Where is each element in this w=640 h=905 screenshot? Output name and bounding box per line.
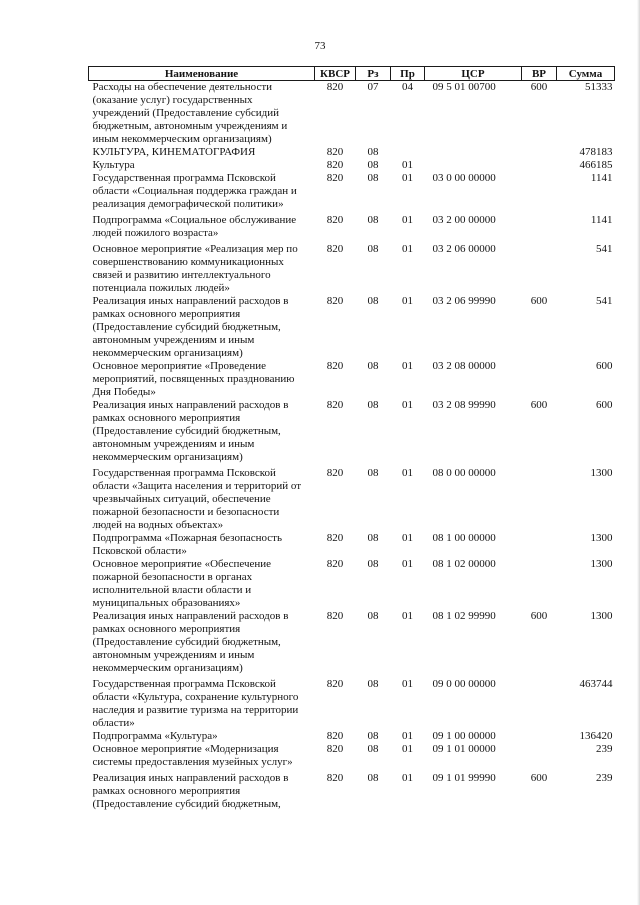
row-vr: 600 — [530, 295, 548, 307]
header-kvsr: КВСР — [315, 67, 356, 81]
row-sum: 1141 — [590, 214, 613, 226]
row-vr — [522, 464, 557, 532]
row-rz: 08 — [367, 243, 379, 255]
row-vr — [522, 240, 557, 295]
row-vr: 600 — [530, 399, 548, 411]
row-kvsr: 820 — [326, 159, 344, 171]
row-csr — [425, 146, 522, 159]
row-pr: 01 — [402, 772, 413, 784]
row-vr — [522, 211, 557, 240]
row-sum: 541 — [596, 243, 613, 255]
row-rz: 08 — [367, 295, 379, 307]
row-csr: 08 1 02 99990 — [432, 610, 496, 622]
row-pr: 01 — [402, 159, 413, 171]
row-name: Основное мероприятие «Обеспечение пожарной безопасности в органах исполнительной власти области и муниципальных образованиях» — [92, 558, 272, 609]
row-sum: 541 — [596, 295, 613, 307]
row-pr: 01 — [402, 558, 413, 570]
row-kvsr: 820 — [326, 295, 344, 307]
row-csr: 03 2 08 00000 — [432, 360, 496, 372]
row-csr: 03 2 08 99990 — [432, 399, 496, 411]
row-kvsr: 820 — [326, 243, 344, 255]
row-name: Расходы на обеспечение деятельности (оказание услуг) государственных учреждений (Предоставление субсидий бюджетным, автономным учреждениям и иным некоммерческим организациям) — [92, 81, 288, 145]
row-kvsr: 820 — [326, 678, 344, 690]
table-row — [89, 240, 615, 295]
row-csr — [425, 159, 522, 172]
row-vr — [522, 675, 557, 730]
row-sum: 239 — [596, 772, 613, 784]
row-name: Культура — [92, 159, 135, 171]
row-rz: 08 — [367, 214, 379, 226]
header-rz: Рз — [356, 67, 391, 81]
table-row — [89, 159, 615, 172]
row-rz: 08 — [367, 467, 379, 479]
row-rz: 08 — [367, 399, 379, 411]
row-csr: 09 1 01 99990 — [432, 772, 496, 784]
row-sum: 1300 — [590, 467, 613, 479]
table-row — [89, 81, 615, 147]
row-sum: 600 — [596, 399, 613, 411]
header-vr: ВР — [522, 67, 557, 81]
row-name: КУЛЬТУРА, КИНЕМАТОГРАФИЯ — [92, 146, 256, 158]
row-pr: 01 — [402, 467, 413, 479]
row-kvsr: 820 — [326, 214, 344, 226]
row-sum: 1300 — [590, 532, 613, 544]
table-header-row — [89, 67, 615, 81]
row-vr — [522, 146, 557, 159]
row-rz: 08 — [367, 743, 379, 755]
row-csr: 08 1 02 00000 — [432, 558, 496, 570]
row-sum: 1141 — [590, 172, 613, 184]
row-csr: 09 1 01 00000 — [432, 743, 496, 755]
table-row — [89, 743, 615, 769]
row-rz: 08 — [367, 678, 379, 690]
row-kvsr: 820 — [326, 81, 344, 93]
row-name: Государственная программа Псковской области «Культура, сохранение культурного наследия и развитие туризма на территории области» — [92, 678, 299, 729]
row-kvsr: 820 — [326, 172, 344, 184]
row-vr: 600 — [530, 772, 548, 784]
row-name: Государственная программа Псковской области «Защита населения и территорий от чрезвычайных ситуаций, обеспечение пожарной безопасности и безопасности людей на водных объектах» — [92, 467, 302, 531]
row-pr — [391, 146, 425, 159]
row-sum: 478183 — [579, 146, 613, 158]
header-name: Наименование — [89, 67, 315, 81]
row-sum: 136420 — [579, 730, 613, 742]
row-csr: 08 1 00 00000 — [432, 532, 496, 544]
row-csr: 03 0 00 00000 — [432, 172, 496, 184]
row-sum: 1300 — [590, 558, 613, 570]
row-vr — [522, 730, 557, 743]
row-kvsr: 820 — [326, 772, 344, 784]
row-name: Реализация иных направлений расходов в рамках основного мероприятия (Предоставление субсидий бюджетным, — [92, 772, 289, 810]
row-vr — [522, 172, 557, 211]
row-pr: 01 — [402, 743, 413, 755]
table-row — [89, 211, 615, 240]
row-rz: 08 — [367, 172, 379, 184]
row-pr: 01 — [402, 214, 413, 226]
row-kvsr: 820 — [326, 467, 344, 479]
row-vr — [522, 558, 557, 610]
table-row — [89, 769, 615, 811]
row-kvsr: 820 — [326, 399, 344, 411]
budget-table — [88, 66, 615, 811]
row-sum: 463744 — [579, 678, 613, 690]
row-vr: 600 — [530, 610, 548, 622]
row-csr: 03 2 00 00000 — [432, 214, 496, 226]
row-kvsr: 820 — [326, 730, 344, 742]
row-sum: 1300 — [590, 610, 613, 622]
row-kvsr: 820 — [326, 532, 344, 544]
row-kvsr: 820 — [326, 610, 344, 622]
table-row — [89, 172, 615, 211]
row-csr: 03 2 06 99990 — [432, 295, 496, 307]
table-row — [89, 610, 615, 675]
row-sum: 466185 — [579, 159, 613, 171]
row-vr — [522, 532, 557, 558]
row-pr: 04 — [402, 81, 413, 93]
row-name: Подпрограмма «Социальное обслуживание людей пожилого возраста» — [92, 214, 297, 239]
row-pr: 01 — [402, 295, 413, 307]
row-csr: 09 0 00 00000 — [432, 678, 496, 690]
row-csr: 09 5 01 00700 — [432, 81, 496, 93]
row-vr: 600 — [530, 81, 548, 93]
row-rz: 08 — [367, 610, 379, 622]
row-rz: 08 — [367, 558, 379, 570]
header-sum: Сумма — [557, 67, 615, 81]
row-pr: 01 — [402, 360, 413, 372]
row-pr: 01 — [402, 172, 413, 184]
row-kvsr: 820 — [326, 360, 344, 372]
row-name: Подпрограмма «Культура» — [92, 730, 218, 742]
row-rz: 08 — [367, 159, 379, 171]
row-rz: 08 — [367, 730, 379, 742]
header-pr: Пр — [391, 67, 425, 81]
row-csr: 03 2 06 00000 — [432, 243, 496, 255]
row-kvsr: 820 — [326, 146, 344, 158]
row-vr — [522, 159, 557, 172]
row-pr: 01 — [402, 532, 413, 544]
row-rz: 08 — [367, 532, 379, 544]
row-name: Реализация иных направлений расходов в рамках основного мероприятия (Предоставление субсидий бюджетным, автономным учреждениям и иным некоммерческим организациям) — [92, 295, 289, 359]
row-vr — [522, 360, 557, 399]
row-pr: 01 — [402, 243, 413, 255]
row-name: Основное мероприятие «Реализация мер по совершенствованию коммуникационных связей и развитию интеллектуального потенциала пожилых людей» — [92, 243, 298, 294]
row-name: Реализация иных направлений расходов в рамках основного мероприятия (Предоставление субсидий бюджетным, автономным учреждениям и иным некоммерческим организациям) — [92, 610, 289, 674]
table-row — [89, 399, 615, 464]
table-row — [89, 464, 615, 532]
row-kvsr: 820 — [326, 558, 344, 570]
row-pr: 01 — [402, 678, 413, 690]
table-row — [89, 295, 615, 360]
table-row — [89, 532, 615, 558]
row-kvsr: 820 — [326, 743, 344, 755]
table-row — [89, 730, 615, 743]
row-pr: 01 — [402, 730, 413, 742]
row-pr: 01 — [402, 399, 413, 411]
row-name: Подпрограмма «Пожарная безопасность Псковской области» — [92, 532, 282, 557]
row-name: Основное мероприятие «Проведение мероприятий, посвященных празднованию Дня Победы» — [92, 360, 295, 398]
table-row — [89, 146, 615, 159]
row-rz: 08 — [367, 146, 379, 158]
table-row — [89, 360, 615, 399]
row-rz: 07 — [367, 81, 379, 93]
row-name: Реализация иных направлений расходов в рамках основного мероприятия (Предоставление субсидий бюджетным, автономным учреждениям и иным некоммерческим организациям) — [92, 399, 289, 463]
row-sum: 51333 — [585, 81, 613, 93]
table-row — [89, 675, 615, 730]
row-sum: 239 — [596, 743, 613, 755]
row-vr — [522, 743, 557, 769]
row-pr: 01 — [402, 610, 413, 622]
row-sum: 600 — [596, 360, 613, 372]
row-csr: 09 1 00 00000 — [432, 730, 496, 742]
row-rz: 08 — [367, 360, 379, 372]
row-name: Государственная программа Псковской области «Социальная поддержка граждан и реализация демографической политики» — [92, 172, 297, 210]
row-csr: 08 0 00 00000 — [432, 467, 496, 479]
header-csr: ЦСР — [425, 67, 522, 81]
table-row — [89, 558, 615, 610]
page-number: 73 — [314, 40, 326, 52]
row-name: Основное мероприятие «Модернизация системы предоставления музейных услуг» — [92, 743, 293, 768]
row-rz: 08 — [367, 772, 379, 784]
